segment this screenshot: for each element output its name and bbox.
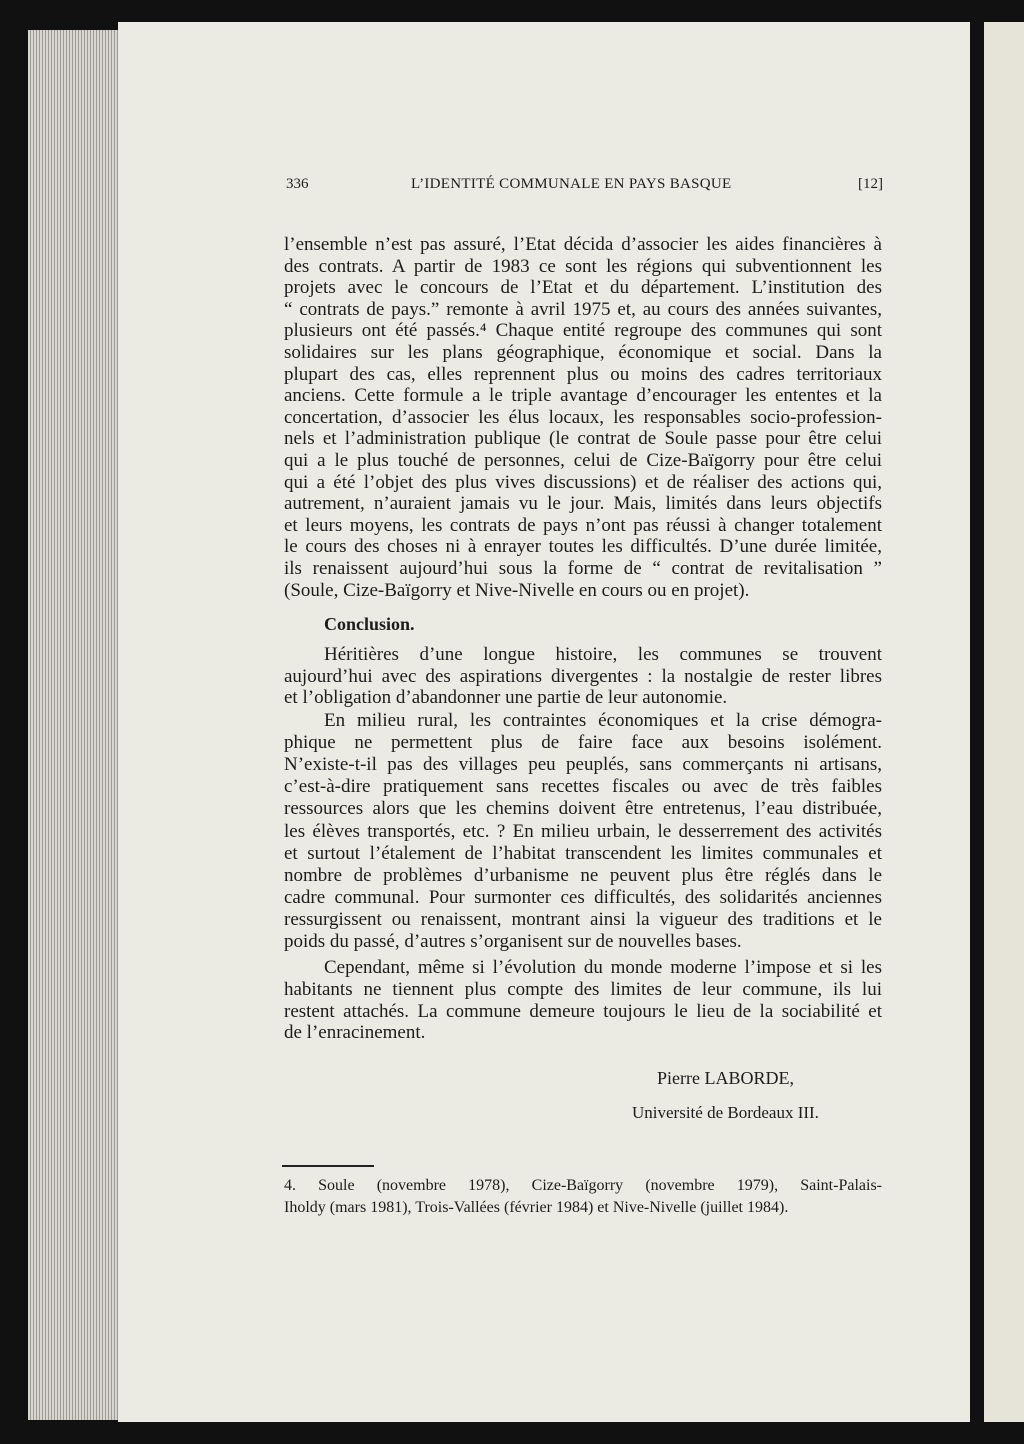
footnote-line: Iholdy (mars 1981), Trois-Vallées (février 1984) et Nive-Nivelle (juillet 1984). (284, 1199, 789, 1216)
text-line: autrement, n’auraient jamais vu le jour. Mais, limités dans leurs objectifs (284, 493, 882, 515)
text-line: ressurgissent ou renaissent, montrant ainsi la vigueur des traditions et le (284, 908, 882, 930)
text-line: nombre de problèmes d’urbanisme ne peuvent plus être réglés dans le (284, 864, 882, 886)
text-line: qui a été l’objet des plus vives discussions) et de réaliser des actions qui, (284, 471, 882, 493)
text-line: ils renaissent aujourd’hui sous la forme de “ contrat de revitalisation ” (284, 558, 882, 579)
text-line: des contrats. A partir de 1983 ce sont les régions qui subventionnent les (284, 255, 882, 277)
running-title: L’IDENTITÉ COMMUNALE EN PAYS BASQUE (411, 176, 732, 192)
text-line: et surtout l’étalement de l’habitat transcendent les limites communales et (284, 842, 882, 864)
text-line: phique ne permettent plus de faire face aux besoins isolément. (284, 732, 882, 754)
text-line: projets avec le concours de l’Etat et du département. L’institution des (284, 277, 882, 299)
author-name: Pierre LABORDE, (657, 1068, 794, 1088)
text-line: anciens. Cette formule a le triple avantage d’encourager les ententes et la (284, 385, 882, 407)
text-line: et l’obligation d’abandonner une partie de leur autonomie. (284, 687, 728, 709)
text-line: Héritières d’une longue histoire, les communes se trouvent (324, 644, 882, 665)
text-line: (Soule, Cize-Baïgorry et Nive-Nivelle en cours ou en projet). (284, 579, 750, 601)
page-number: 336 (286, 176, 309, 192)
text-line: qui a le plus touché de personnes, celui de Cize-Baïgorry pour être celui (284, 450, 882, 471)
text-line: concertation, d’associer les élus locaux, les responsables socio-profession- (284, 406, 882, 428)
text-line: restent attachés. La commune demeure toujours le lieu de la sociabilité et (284, 1000, 882, 1022)
text-line: et leurs moyens, les contrats de pays n’ont pas réussi à changer totalement (284, 514, 882, 536)
page-stack-edges (28, 30, 123, 1420)
text-line: “ contrats de pays.” remonte à avril 1975 et, au cours des années suivantes, (284, 298, 882, 320)
text-line: ressources alors que les chemins doivent être entretenus, l’eau distribuée, (284, 798, 882, 820)
facing-page-edge (984, 22, 1024, 1422)
text-line: N’existe-t-il pas des villages peu peuplés, sans commerçants ni artisans, (284, 754, 882, 776)
text-line: nels et l’administration publique (le contrat de Soule passe pour être celui (284, 428, 882, 450)
section-number: [12] (858, 176, 883, 192)
footnote-rule (282, 1165, 374, 1167)
text-line: plusieurs ont été passés.⁴ Chaque entité regroupe des communes qui sont (284, 320, 882, 342)
text-line: le cours des choses ni à enrayer toutes les difficultés. D’une durée limitée, (284, 536, 882, 558)
text-line: aujourd’hui avec des aspirations divergentes : la nostalgie de rester libres (284, 665, 882, 687)
text-line: de l’enracinement. (284, 1022, 426, 1044)
text-line: Cependant, même si l’évolution du monde moderne l’impose et si les (324, 957, 882, 978)
text-line: habitants ne tiennent plus compte des limites de leur commune, ils lui (284, 978, 882, 1000)
text-line: l’ensemble n’est pas assuré, l’Etat décida d’associer les aides financières à (284, 234, 882, 255)
text-line: poids du passé, d’autres s’organisent sur de nouvelles bases. (284, 931, 742, 952)
author-affiliation: Université de Bordeaux III. (632, 1103, 819, 1122)
text-line: En milieu rural, les contraintes économiques et la crise démogra- (324, 710, 882, 731)
text-line: cadre communal. Pour surmonter ces difficultés, des solidarités anciennes (284, 886, 882, 908)
text-line: solidaires sur les plans géographique, économique et social. Dans la (284, 342, 882, 363)
text-line: plupart des cas, elles reprennent plus ou moins des cadres territoriaux (284, 363, 882, 385)
footnote-line: 4. Soule (novembre 1978), Cize-Baïgorry (novembre 1979), Saint-Palais- (284, 1177, 882, 1194)
text-line: c’est-à-dire pratiquement sans recettes fiscales ou avec de très faibles (284, 776, 882, 798)
conclusion-heading: Conclusion. (324, 614, 415, 634)
text-line: les élèves transportés, etc. ? En milieu urbain, le desserrement des activités (284, 820, 882, 842)
